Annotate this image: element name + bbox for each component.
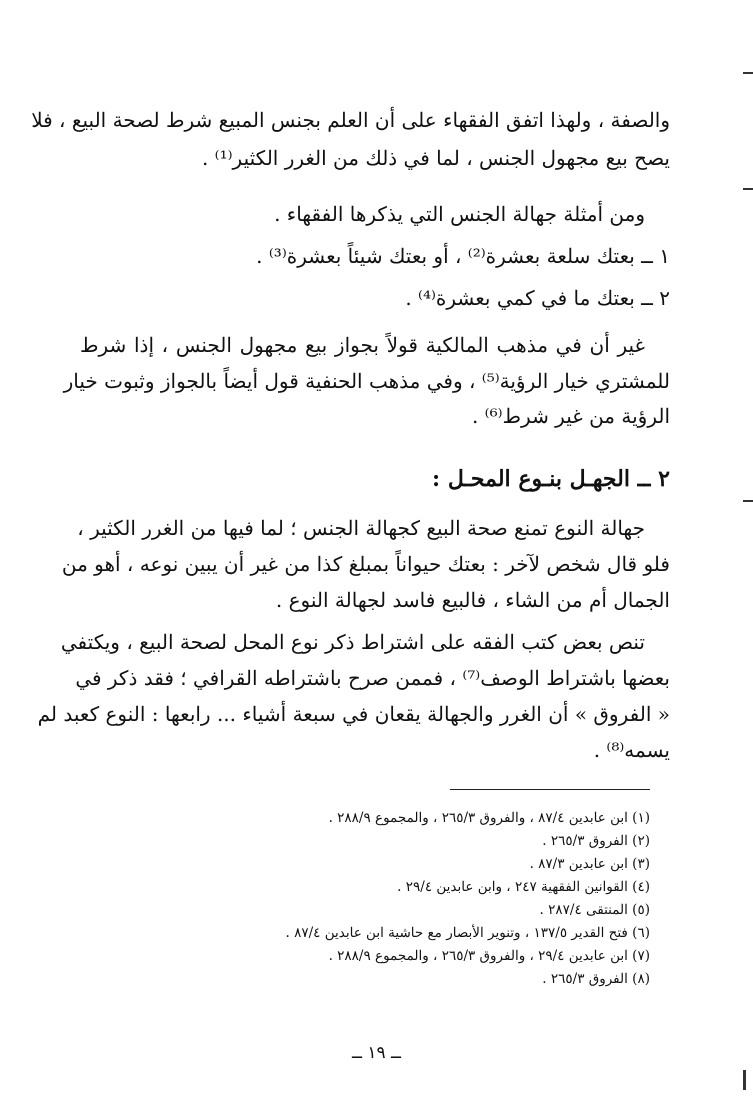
scan-edge-mark	[743, 72, 753, 74]
footnote: (٢) الفروق ٢٦٥/٣ .	[542, 833, 650, 849]
body-line: « الفروق » أن الغرر والجهالة يقعان في سبعة أشياء ... رابعها : النوع كعبد لم	[37, 702, 670, 726]
footnote: (٧) ابن عابدين ٢٩/٤ ، والفروق ٢٦٥/٣ ، والمجموع ٢٨٨/٩ .	[328, 948, 650, 964]
body-line: والصفة ، ولهذا اتفق الفقهاء على أن العلم بجنس المبيع شرط لصحة البيع ، فلا	[31, 108, 670, 132]
footnote: (٨) الفروق ٢٦٥/٣ .	[542, 971, 650, 987]
body-line: فلو قال شخص لآخر : بعتك حيواناً بمبلغ كذا من غير أن يبين نوعه ، أهو من	[61, 552, 670, 576]
body-line: يصح بيع مجهول الجنس ، لما في ذلك من الغرر الكثير⁽¹⁾ .	[201, 146, 670, 170]
footnote: (٣) ابن عابدين ٨٧/٣ .	[529, 856, 650, 872]
scan-edge-mark	[743, 1070, 746, 1090]
footnote: (٦) فتح القدير ١٣٧/٥ ، وتنوير الأبصار مع حاشية ابن عابدين ٨٧/٤ .	[285, 925, 650, 941]
body-line: ومن أمثلة جهالة الجنس التي يذكرها الفقهاء .	[274, 202, 645, 226]
footnote: (٤) القوانين الفقهية ٢٤٧ ، وابن عابدين ٢٩/٤ .	[397, 879, 650, 895]
body-line: غير أن في مذهب المالكية قولاً بجواز بيع مجهول الجنس ، إذا شرط	[80, 333, 645, 357]
body-line: جهالة النوع تمنع صحة البيع كجهالة الجنس ؛ لما فيها من الغرر الكثير ،	[77, 516, 645, 540]
body-line: بعضها باشتراط الوصف⁽⁷⁾ ، فممن صرح باشتراطه القرافي ؛ فقد ذكر في	[75, 666, 670, 690]
page-number: ــ ١٩ ــ	[351, 1043, 401, 1063]
body-line: الجمال أم من الشاء ، فالبيع فاسد لجهالة النوع .	[275, 588, 670, 612]
list-item: ١ ــ بعتك سلعة بعشرة⁽²⁾ ، أو بعتك شيئاً بعشرة⁽³⁾ .	[256, 244, 670, 268]
section-heading: ٢ ــ الجهـل بنـوع المحـل :	[432, 466, 670, 492]
body-line: الرؤية من غير شرط⁽⁶⁾ .	[471, 404, 670, 428]
footnote-separator	[450, 789, 650, 790]
body-line: للمشتري خيار الرؤية⁽⁵⁾ ، وفي مذهب الحنفية قول أيضاً بالجواز وثبوت خيار	[63, 369, 670, 393]
footnote: (١) ابن عابدين ٨٧/٤ ، والفروق ٢٦٥/٣ ، والمجموع ٢٨٨/٩ .	[328, 810, 650, 826]
list-item: ٢ ــ بعتك ما في كمي بعشرة⁽⁴⁾ .	[405, 286, 670, 310]
footnote: (٥) المنتقى ٢٨٧/٤ .	[539, 902, 650, 918]
scan-edge-mark	[743, 500, 753, 502]
scan-edge-mark	[743, 188, 753, 190]
body-line: تنص بعض كتب الفقه على اشتراط ذكر نوع المحل لصحة البيع ، ويكتفي	[60, 630, 645, 654]
body-line: يسمه⁽⁸⁾ .	[593, 738, 670, 762]
